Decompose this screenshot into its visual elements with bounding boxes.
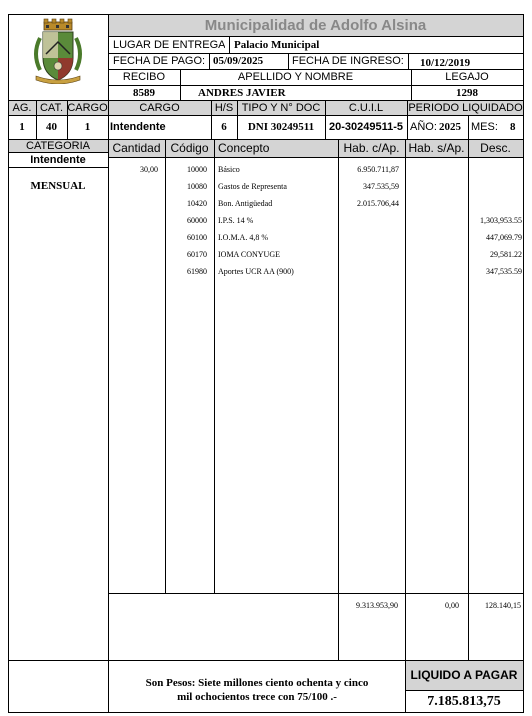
- son-pesos-line-2: mil ochocientos trece con 75/100 .-: [177, 691, 337, 703]
- ag-label: AG.: [12, 101, 32, 114]
- cell-hab-cap: 6.950.711,87: [357, 165, 399, 174]
- cargo-num-label: CARGO: [67, 101, 108, 114]
- categoria-label: CATEGORIA: [26, 139, 90, 152]
- cargo-num-value: 1: [84, 121, 91, 133]
- cell-concepto: I.P.S. 14 %: [218, 216, 254, 225]
- cat-label: CAT.: [39, 101, 64, 114]
- ag-value: 1: [19, 121, 25, 133]
- fecha-ingreso-value: 10/12/2019: [420, 57, 471, 69]
- th-hab-sap: Hab. s/Ap.: [408, 141, 465, 155]
- th-concepto: Concepto: [218, 141, 270, 155]
- hs-value: 6: [221, 121, 227, 133]
- cell-concepto: Aportes UCR AA (900): [218, 267, 294, 276]
- cell-desc: 347,535.59: [486, 267, 522, 276]
- son-pesos-text: [110, 676, 404, 704]
- anio-label: AÑO:: [410, 121, 437, 133]
- hs-label: H/S: [214, 101, 234, 114]
- tipo-liquidacion: MENSUAL: [30, 180, 86, 192]
- cat-value: 40: [46, 121, 57, 133]
- cell-concepto: Gastos de Representa: [218, 182, 287, 191]
- mes-value: 8: [510, 121, 516, 133]
- anio-value: 2025: [439, 121, 461, 133]
- periodo-label: PERIODO LIQUIDADO: [408, 101, 523, 114]
- cell-codigo: 60000: [187, 216, 207, 225]
- cell-codigo: 10000: [187, 165, 207, 174]
- recibo-label: RECIBO: [122, 70, 166, 83]
- cell-desc: 29,581.22: [490, 250, 522, 259]
- th-codigo: Código: [170, 141, 209, 155]
- legajo-label: LEGAJO: [445, 70, 489, 83]
- cargo-label: CARGO: [139, 101, 180, 114]
- liquido-label: LIQUIDO A PAGAR: [410, 668, 518, 682]
- son-pesos-line-1: Son Pesos: Siete millones ciento ochenta y cinco: [145, 677, 369, 689]
- cargo-value: Intendente: [110, 121, 166, 133]
- legajo-value: 1298: [456, 86, 478, 99]
- cuil-label: C.U.I.L: [348, 101, 384, 114]
- cell-hab-cap: 2.015.706,44: [357, 199, 399, 208]
- cell-codigo: 60100: [187, 233, 207, 242]
- th-cantidad: Cantidad: [112, 141, 161, 155]
- cell-hab-cap: 347.535,59: [363, 182, 399, 191]
- cell-cantidad: 30,00: [140, 165, 158, 174]
- fecha-pago-label: FECHA DE PAGO:: [113, 55, 206, 67]
- cell-codigo: 10080: [187, 182, 207, 191]
- th-desc: Desc.: [480, 141, 511, 155]
- cell-codigo: 10420: [187, 199, 207, 208]
- liquido-value: 7.185.813,75: [427, 693, 501, 709]
- recibo-value: 8589: [133, 86, 155, 99]
- municipality-title: Municipalidad de Adolfo Alsina: [204, 16, 427, 34]
- tipo-doc-label: TIPO Y N° DOC: [241, 101, 321, 114]
- th-hab-cap: Hab. c/Ap.: [343, 141, 400, 155]
- lugar-label: LUGAR DE ENTREGA: [113, 39, 226, 51]
- cell-codigo: 60170: [187, 250, 207, 259]
- cell-concepto: Bon. Antigüedad: [218, 199, 273, 208]
- cell-concepto: Básico: [218, 165, 240, 174]
- total-hab-sap: 0,00: [445, 601, 459, 610]
- tipo-doc-value: DNI 30249511: [247, 121, 315, 133]
- categoria-value: Intendente: [30, 153, 86, 166]
- total-desc: 128.140,15: [485, 601, 521, 610]
- cell-desc: 1,303,953.55: [480, 216, 522, 225]
- cell-codigo: 61980: [187, 267, 207, 276]
- municipal-coat-of-arms-icon: [30, 18, 86, 84]
- cell-desc: 447,069.79: [486, 233, 522, 242]
- fecha-ingreso-label: FECHA DE INGRESO:: [292, 55, 404, 67]
- cell-concepto: IOMA CONYUGE: [218, 250, 280, 259]
- total-hab-cap: 9.313.953,90: [356, 601, 398, 610]
- nombre-value: ANDRES JAVIER: [198, 86, 286, 99]
- cell-concepto: I.O.M.A. 4,8 %: [218, 233, 268, 242]
- nombre-label: APELLIDO Y NOMBRE: [237, 70, 354, 83]
- lugar-value: Palacio Municipal: [234, 39, 320, 51]
- fecha-pago-value: 05/09/2025: [213, 55, 264, 67]
- mes-label: MES:: [471, 121, 498, 133]
- cuil-value: 20-30249511-5: [328, 121, 403, 133]
